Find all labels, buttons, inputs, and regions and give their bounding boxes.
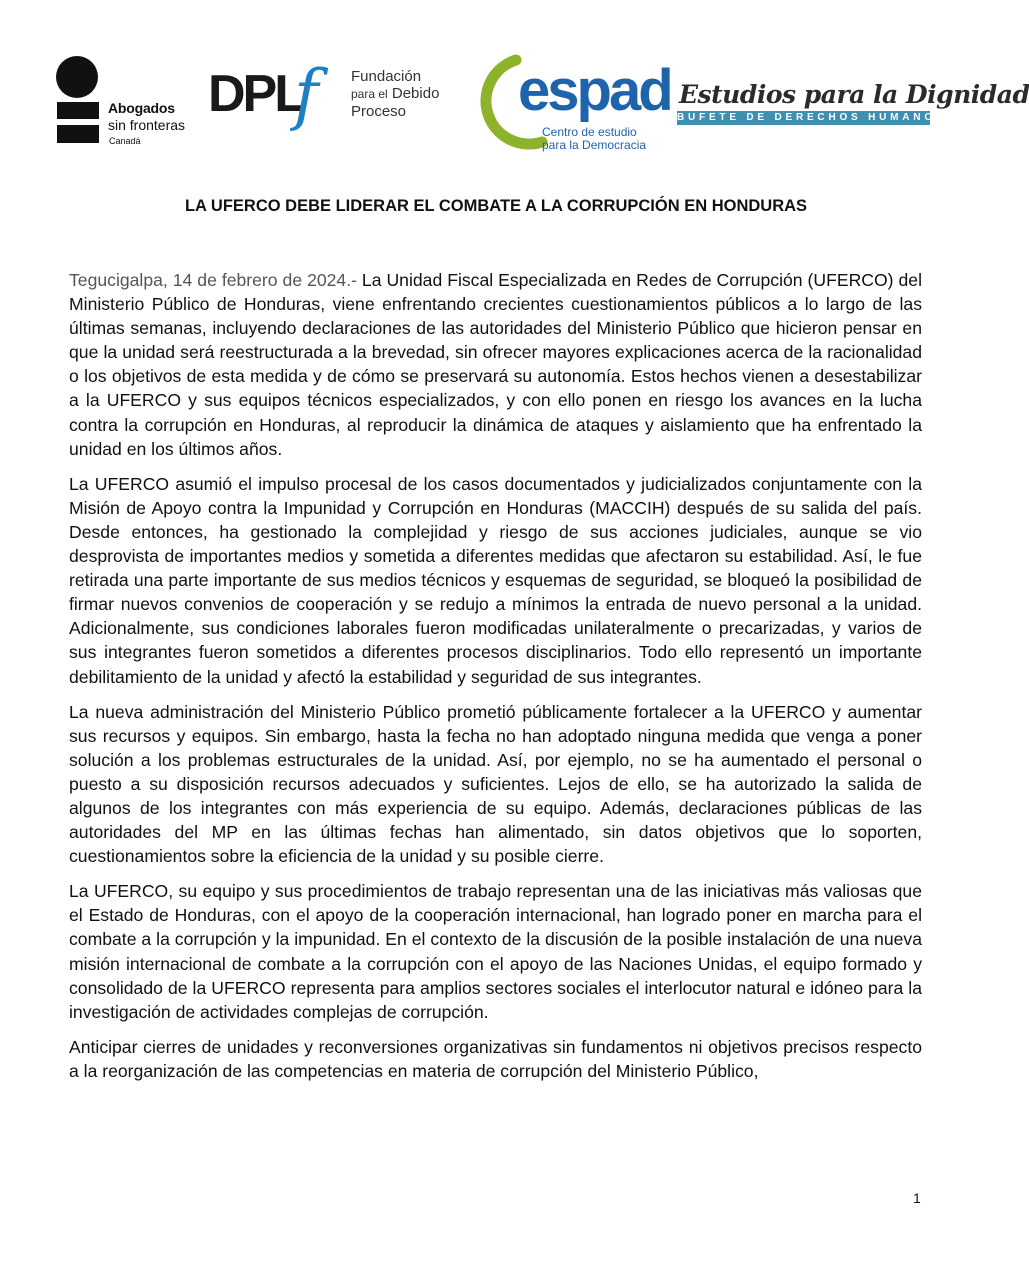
- estudios-dignidad-logo: [677, 80, 1029, 130]
- paragraph-3: La nueva administración del Ministerio Público prometió públicamente fortalecer a la UFERCO y aumentar sus recursos y equipos. Sin embargo, hasta la fecha no han adoptado ninguna medida que venga a poner solución a los problemas estructurales de la unidad. Así, por ejemplo, no se ha aumentado el personal o puesto a su disposición recursos adecuados y suficientes. Lejos de ello, se ha autorizado la salida de algunos de los integrantes con más experiencia de su equipo. Además, declaraciones públicas de las autoridades del MP en las últimas fechas han alimentado, sin datos objetivos que lo soporten, cuestionamientos sobre la eficiencia de la unidad y su posible cierre.: [69, 701, 922, 867]
- page-number: 1: [913, 1190, 921, 1206]
- paragraph-1-text: La Unidad Fiscal Especializada en Redes de Corrupción (UFERCO) del Ministerio Público de Honduras, viene enfrentando crecientes cuestionamientos públicos a lo largo de las últimas semanas, incluyendo declaraciones de las autoridades del Ministerio Público que hicieron pensar en que la unidad será reestructurada a la brevedad, sin ofrecer mayores explicaciones acerca de la racionalidad o los objetivos de esta medida y de cómo se preservará su autonomía. Estos hechos vienen a desestabilizar a la UFERCO y sus equipos técnicos especializados, y con ello ponen en riesgo los avances en la lucha contra la corrupción en Honduras, al reproducir la dinámica de ataques y aislamiento que ha enfrentado la unidad en los últimos años.: [69, 270, 922, 459]
- asf-country: Canadá: [109, 136, 141, 146]
- paragraph-5: Anticipar cierres de unidades y reconversiones organizativas sin fundamentos ni objetivos precisos respecto a la reorganización de las competencias en materia de corrupción del Ministerio Público,: [69, 1036, 922, 1081]
- dplf-line3: Proceso: [351, 103, 407, 120]
- epd-title: Estudios para la Dignidad: [679, 80, 1029, 109]
- dplf-line2-big: Debido: [391, 85, 440, 102]
- logo-header: [0, 0, 1029, 160]
- dplf-line1: Fundación: [351, 68, 422, 85]
- dplf-line2: [351, 85, 439, 103]
- epd-subtitle-bar: BUFETE DE DERECHOS HUMANOS: [677, 112, 947, 123]
- paragraph-2: La UFERCO asumió el impulso procesal de los casos documentados y judicializados conjuntamente con la Misión de Apoyo contra la Impunidad y Corrupción en Honduras (MACCIH) después de su salida del país. Desde entonces, ha gestionado la complejidad y riesgo de sus acciones judiciales, aunque se vio desprovista de importantes medios y sometida a diferentes medidas que afectaron su estabilidad. Así, le fue retirada una parte importante de sus medios técnicos y esquemas de seguridad, se bloqueó la posibilidad de firmar nuevos convenios de cooperación y se redujo a mínimos la entrada de nuevo personal a la unidad. Adicionalmente, sus condiciones laborales fueron modificadas unilateralmente o precarizadas, y varios de sus integrantes fueron sometidos a diferentes procesos disciplinarios. Todo ello representó un importante debilitamiento de la unidad y afectó la estabilidad y seguridad de sus integrantes.: [69, 473, 922, 687]
- paragraph-4: La UFERCO, su equipo y sus procedimientos de trabajo representan una de las iniciativas más valiosas que el Estado de Honduras, con el apoyo de la cooperación internacional, han logrado poner en marcha para el combate a la corrupción y la impunidad. En el contexto de la discusión de la posible instalación de una nueva misión internacional de combate a la corrupción con el apoyo de las Naciones Unidas, el equipo formado y consolidado de la UFERCO representa para amplios sectores sociales el interlocutor natural e idóneo para la investigación de actividades complejas de corrupción.: [69, 881, 922, 1022]
- asf-name-rest: sin fronteras: [108, 117, 186, 133]
- espad-logo: [470, 54, 671, 154]
- espad-sub-line1: Centro de estudio: [542, 125, 637, 139]
- dplf-text: [351, 68, 439, 120]
- dateline: Tegucigalpa, 14 de febrero de 2024.-: [69, 270, 357, 290]
- espad-subtitle: [542, 126, 646, 152]
- dplf-logo: [208, 56, 458, 140]
- dplf-f-mark: f: [294, 56, 319, 133]
- espad-wordmark: espad: [518, 58, 671, 123]
- document-title: LA UFERCO DEBE LIDERAR EL COMBATE A LA CORRUPCIÓN EN HONDURAS: [184, 197, 808, 215]
- paragraph-1: [69, 268, 922, 461]
- dplf-mark: DPL: [208, 65, 303, 123]
- asf-name-bold: Abogados: [108, 100, 175, 116]
- dplf-line2-small: para el: [351, 87, 388, 101]
- document-body: [69, 268, 922, 1094]
- espad-sub-line2: para la Democracia: [542, 138, 647, 152]
- asf-logo: [55, 57, 205, 147]
- asf-figure-icon: [55, 57, 105, 147]
